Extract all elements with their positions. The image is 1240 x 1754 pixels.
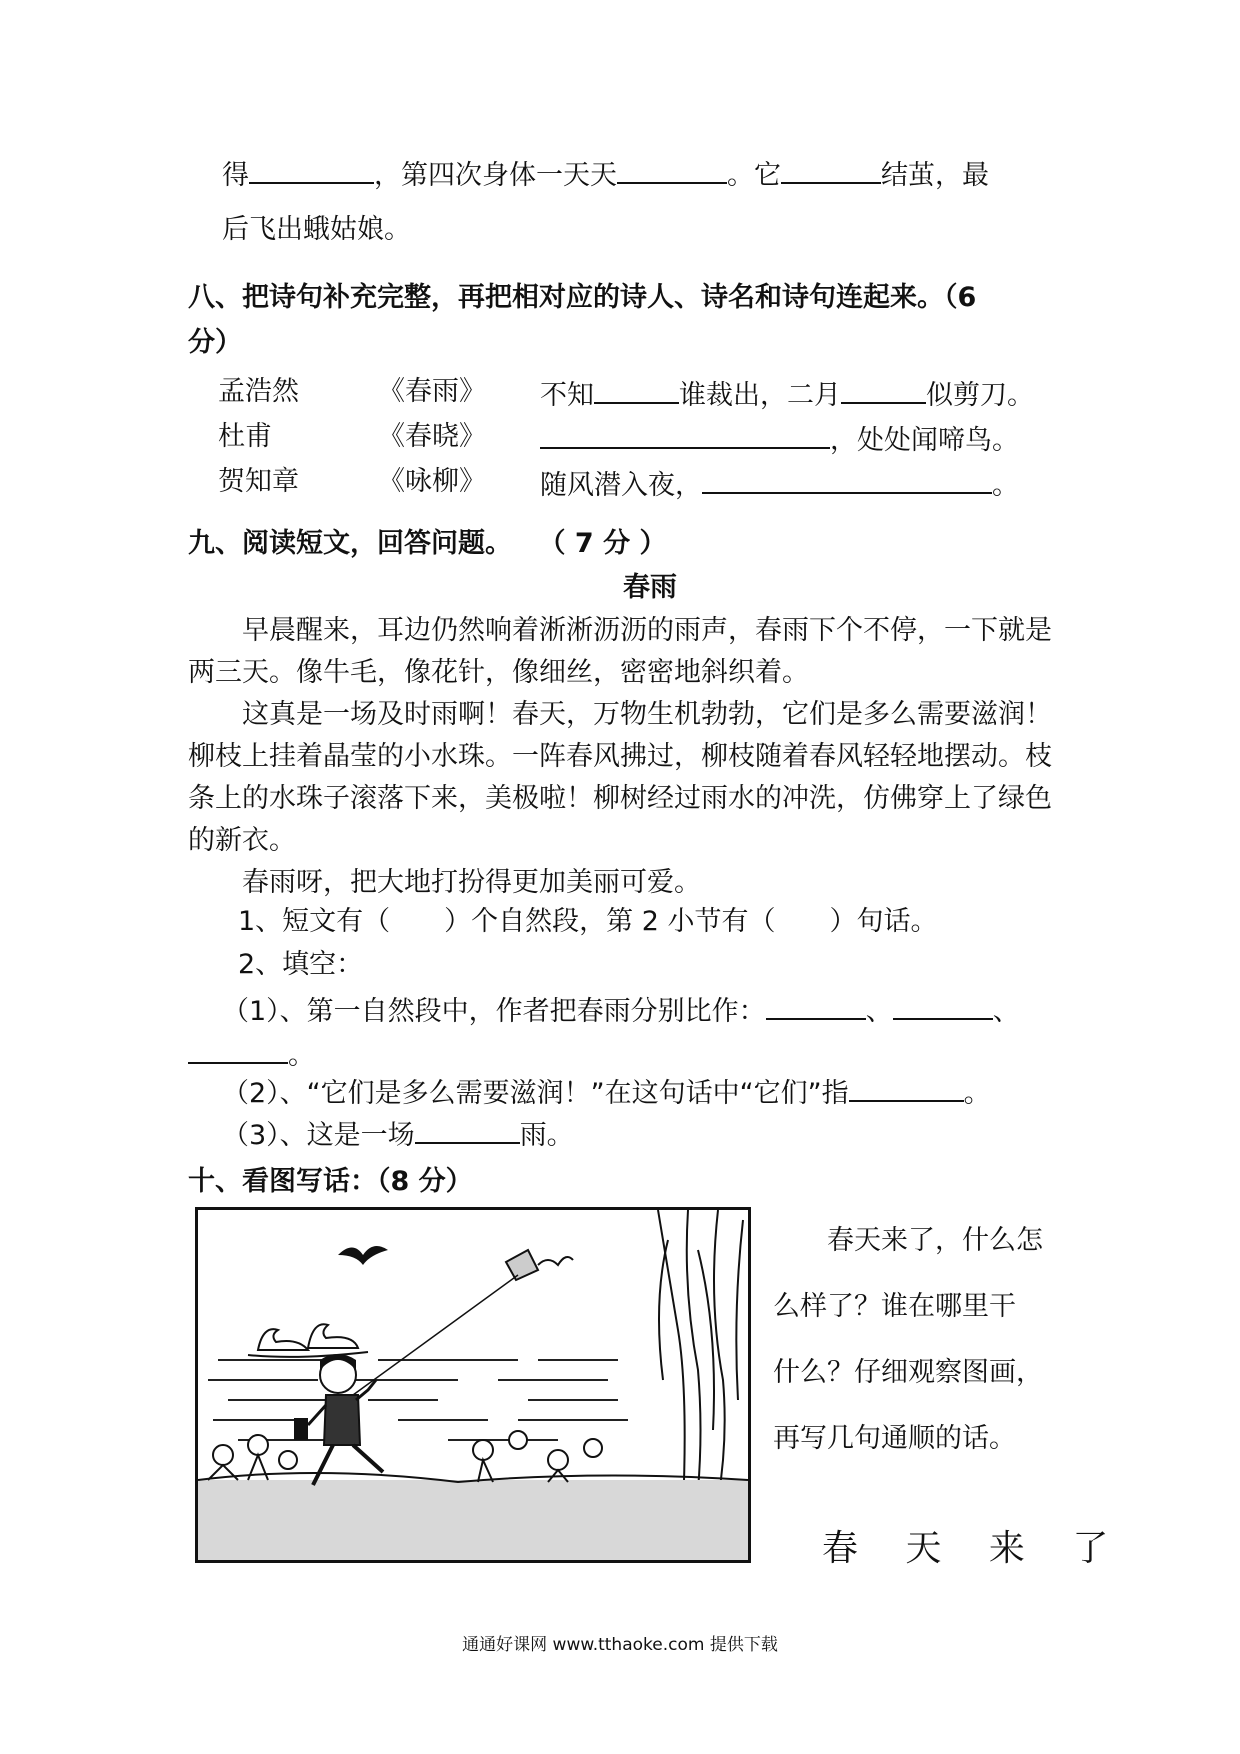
story-paragraph-2: 这真是一场及时雨啊！春天，万物生机勃勃，它们是多么需要滋润！柳枝上挂着晶莹的小水珠。一阵春风拂过，柳枝随着春风轻轻地摆动。枝条上的水珠子滚落下来，美极啦！柳树经过雨水的冲洗，仿佛穿上了绿色的新衣。: [188, 699, 1052, 856]
answer-blank[interactable]: [617, 152, 727, 184]
illustration-svg: [198, 1210, 748, 1560]
kite-icon: [353, 1250, 573, 1395]
answer-blank[interactable]: [841, 372, 926, 404]
answer-blank[interactable]: [893, 988, 993, 1020]
poet-name: 孟浩然: [218, 376, 299, 407]
question-2-3: [222, 1112, 574, 1156]
kite-flying-illustration: [195, 1207, 751, 1563]
poem-line: [540, 462, 1019, 506]
q-text: 、: [992, 996, 1020, 1027]
poem-title: 《春晓》: [378, 421, 486, 452]
answer-blank[interactable]: [766, 988, 866, 1020]
ground: [198, 1480, 748, 1560]
footer-text: 通通好课网 www.tthaoke.com 提供下载: [462, 1635, 778, 1655]
answer-blank[interactable]: [594, 372, 679, 404]
q-text: （2）、“它们是多么需要滋润！”在这句话中“它们”指: [222, 1078, 849, 1109]
willow-tree-icon: [658, 1210, 743, 1510]
poet-name: 杜甫: [218, 421, 272, 452]
q-text: （1）、第一自然段中，作者把春雨分别比作：: [222, 996, 766, 1027]
prompt-line: 什么？仔细观察图画，: [773, 1357, 1043, 1388]
cont-text-3: 。它: [727, 160, 781, 191]
prompt-line: 再写几句通顺的话。: [773, 1423, 1016, 1454]
poem-text: 谁裁出，二月: [679, 380, 841, 411]
water-lines: [208, 1360, 628, 1440]
section-9-title: 九、阅读短文，回答问题。: [188, 528, 512, 559]
prompt-line: 么样了？谁在哪里干: [773, 1291, 1016, 1322]
section-8-heading-cont: 分）: [188, 327, 242, 358]
poem-text: 不知: [540, 380, 594, 411]
story-paragraph-3: 春雨呀，把大地打扮得更加美丽可爱。: [242, 867, 701, 898]
answer-blank[interactable]: [781, 152, 881, 184]
bird-icon: [338, 1246, 388, 1265]
answer-blank[interactable]: [415, 1112, 520, 1144]
q-text: 、: [865, 996, 893, 1027]
question-2: 2、填空：: [238, 949, 364, 980]
cont-text-2: ，第四次身体一天天: [374, 160, 617, 191]
poem-line: [540, 417, 1019, 461]
answer-blank[interactable]: [540, 417, 830, 449]
poem-line: [540, 372, 1034, 416]
q-text: （3）、这是一场: [222, 1120, 415, 1151]
writing-prompt: [773, 1208, 1063, 1472]
story-title: 春雨: [623, 572, 677, 603]
continued-question-line-2: 后飞出蛾姑娘。: [222, 214, 411, 245]
section-10-heading: 十、看图写话：（8 分）: [188, 1166, 473, 1197]
q-text: 。: [963, 1078, 991, 1109]
cont-text-1: 得: [222, 160, 249, 191]
poem-text: 随风潜入夜，: [540, 470, 702, 501]
poem-title: 《春雨》: [378, 376, 486, 407]
answer-blank[interactable]: [188, 1032, 288, 1064]
child-icon: [294, 1354, 383, 1485]
continued-question-line-1: [222, 152, 989, 196]
poet-name: 贺知章: [218, 466, 299, 497]
cont-text-4: 结茧，最: [881, 160, 989, 191]
q-text: 雨。: [519, 1120, 574, 1151]
poem-title: 《咏柳》: [378, 466, 486, 497]
poem-text: ，处处闻啼鸟。: [830, 425, 1019, 456]
prompt-line: 春天来了，什么怎: [827, 1225, 1043, 1256]
section-9-score: （ 7 分 ）: [552, 528, 667, 559]
writing-title: 春 天 来 了: [822, 1528, 1127, 1569]
answer-blank[interactable]: [702, 462, 992, 494]
answer-blank[interactable]: [849, 1070, 964, 1102]
ducks-icon: [248, 1324, 368, 1357]
question-2-2: [222, 1070, 991, 1114]
poem-text: 。: [992, 470, 1019, 501]
section-9-heading: [188, 524, 667, 564]
poem-text: 似剪刀。: [926, 380, 1034, 411]
answer-blank[interactable]: [249, 152, 374, 184]
story-paragraph-1: 早晨醒来，耳边仍然响着淅淅沥沥的雨声，春雨下个不停，一下就是两三天。像牛毛，像花针，像细丝，密密地斜织着。: [188, 615, 1052, 688]
question-2-1: [222, 988, 1020, 1032]
q-text: 。: [288, 1040, 315, 1071]
question-1: 1、短文有（ ）个自然段，第 2 小节有（ ）句话。: [238, 906, 938, 937]
section-8-heading: 八、把诗句补充完整，再把相对应的诗人、诗名和诗句连起来。（6: [188, 282, 977, 313]
